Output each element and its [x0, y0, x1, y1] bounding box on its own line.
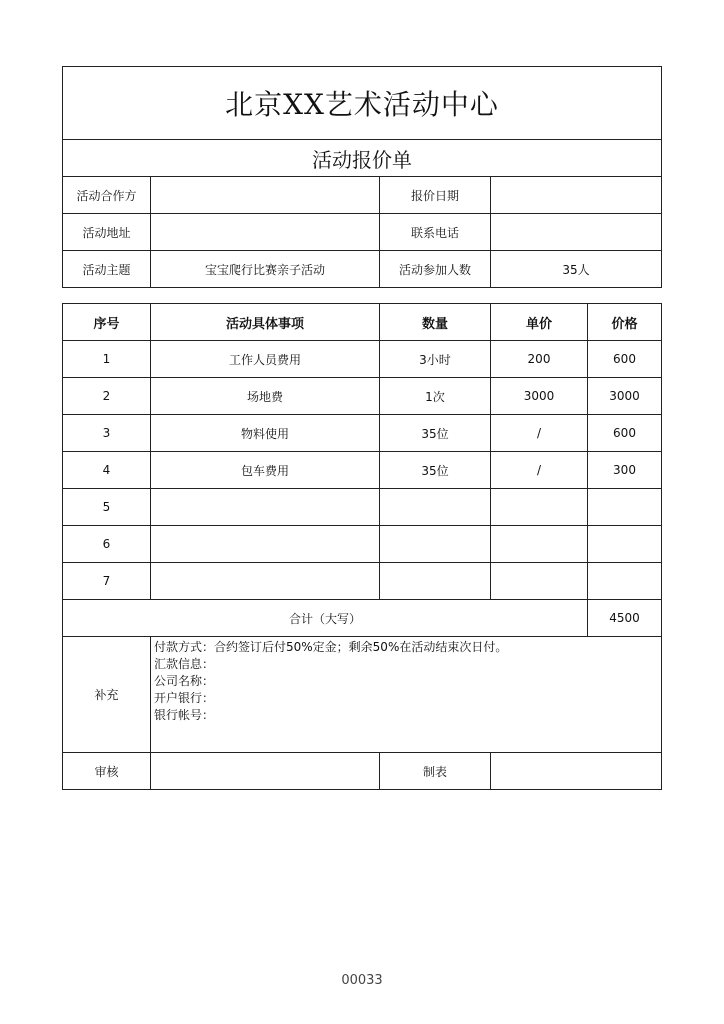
account-number-line: 银行帐号： — [154, 708, 215, 722]
address-field[interactable] — [151, 214, 380, 251]
table-row — [63, 378, 662, 415]
review-label: 审核 — [63, 753, 151, 790]
quote-header-table — [62, 66, 662, 288]
quote-items-table — [62, 303, 662, 790]
row-unit-price[interactable]: 3000 — [491, 378, 588, 415]
table-row — [63, 452, 662, 489]
row-qty[interactable] — [380, 489, 491, 526]
remittance-info-line: 汇款信息： — [154, 657, 215, 671]
row-unit-price[interactable] — [491, 489, 588, 526]
row-unit-price[interactable]: / — [491, 415, 588, 452]
prepared-by-field[interactable] — [491, 753, 662, 790]
row-price[interactable] — [588, 489, 662, 526]
row-no: 6 — [63, 526, 151, 563]
row-item[interactable]: 工作人员费用 — [151, 341, 380, 378]
row-no: 7 — [63, 563, 151, 600]
row-no: 3 — [63, 415, 151, 452]
total-value[interactable]: 4500 — [588, 600, 662, 637]
header-unit-price: 单价 — [491, 304, 588, 341]
header-price: 价格 — [588, 304, 662, 341]
row-qty[interactable]: 3小时 — [380, 341, 491, 378]
row-no: 4 — [63, 452, 151, 489]
table-row — [63, 563, 662, 600]
header-no: 序号 — [63, 304, 151, 341]
document-title: 活动报价单 — [63, 140, 662, 177]
row-qty[interactable] — [380, 563, 491, 600]
phone-label: 联系电话 — [380, 214, 491, 251]
notes-label: 补充 — [63, 637, 151, 753]
row-price[interactable]: 600 — [588, 341, 662, 378]
row-no: 5 — [63, 489, 151, 526]
row-unit-price[interactable]: 200 — [491, 341, 588, 378]
row-price[interactable]: 3000 — [588, 378, 662, 415]
row-item[interactable] — [151, 563, 380, 600]
prepared-by-label: 制表 — [380, 753, 491, 790]
row-item[interactable]: 包车费用 — [151, 452, 380, 489]
row-qty[interactable] — [380, 526, 491, 563]
row-item[interactable]: 场地费 — [151, 378, 380, 415]
row-unit-price[interactable]: / — [491, 452, 588, 489]
row-price[interactable]: 600 — [588, 415, 662, 452]
row-item[interactable] — [151, 526, 380, 563]
quote-date-field[interactable] — [491, 177, 662, 214]
phone-field[interactable] — [491, 214, 662, 251]
address-label: 活动地址 — [63, 214, 151, 251]
attendees-field[interactable]: 35人 — [491, 251, 662, 288]
row-qty[interactable]: 35位 — [380, 452, 491, 489]
table-row — [63, 489, 662, 526]
row-qty[interactable]: 1次 — [380, 378, 491, 415]
table-row — [63, 415, 662, 452]
table-row — [63, 526, 662, 563]
row-item[interactable] — [151, 489, 380, 526]
row-item[interactable]: 物料使用 — [151, 415, 380, 452]
row-no: 1 — [63, 341, 151, 378]
page-number: 00033 — [341, 973, 383, 988]
bank-line: 开户银行： — [154, 691, 215, 705]
row-price[interactable] — [588, 526, 662, 563]
attendees-label: 活动参加人数 — [380, 251, 491, 288]
partner-field[interactable] — [151, 177, 380, 214]
company-name-line: 公司名称： — [154, 674, 215, 688]
row-price[interactable] — [588, 563, 662, 600]
company-title: 北京XX艺术活动中心 — [63, 67, 662, 140]
row-qty[interactable]: 35位 — [380, 415, 491, 452]
theme-label: 活动主题 — [63, 251, 151, 288]
row-unit-price[interactable] — [491, 526, 588, 563]
theme-field[interactable]: 宝宝爬行比赛亲子活动 — [151, 251, 380, 288]
total-label: 合计（大写） — [63, 600, 588, 637]
table-row — [63, 341, 662, 378]
row-unit-price[interactable] — [491, 563, 588, 600]
review-field[interactable] — [151, 753, 380, 790]
quote-date-label: 报价日期 — [380, 177, 491, 214]
payment-terms-line: 付款方式：合约签订后付50%定金；剩余50%在活动结束次日付。 — [154, 640, 508, 654]
row-no: 2 — [63, 378, 151, 415]
partner-label: 活动合作方 — [63, 177, 151, 214]
header-qty: 数量 — [380, 304, 491, 341]
row-price[interactable]: 300 — [588, 452, 662, 489]
header-item: 活动具体事项 — [151, 304, 380, 341]
notes-field[interactable] — [151, 637, 662, 753]
